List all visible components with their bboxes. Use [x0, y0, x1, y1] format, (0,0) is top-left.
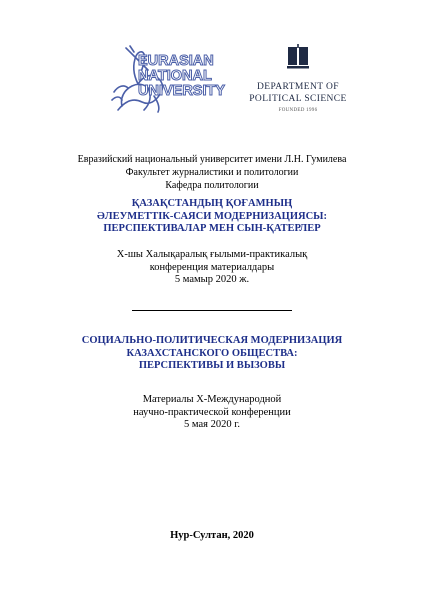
- open-book-icon: [287, 44, 309, 72]
- enu-wordmark-line: NATIONAL: [138, 68, 212, 84]
- russian-subtitle-line: Материалы X-Международной: [142, 394, 282, 405]
- section-divider: [132, 310, 292, 311]
- kazakh-subtitle-line: 5 мамыр 2020 ж.: [174, 274, 250, 285]
- russian-subtitle-line: научно-практической конференции: [133, 406, 291, 418]
- faculty-name: Факультет журналистики и политологии: [125, 167, 299, 178]
- kazakh-title-line: ҚАЗАҚСТАНДЫҢ ҚОҒАМНЫҢ: [131, 198, 293, 209]
- russian-title-line: КАЗАХСТАНСКОГО ОБЩЕСТВА:: [126, 347, 298, 359]
- department-logo-line1: DEPARTMENT OF: [257, 82, 339, 92]
- kazakh-title-line: ПЕРСПЕКТИВАЛАР МЕН СЫН-ҚАТЕРЛЕР: [103, 223, 321, 234]
- kazakh-subtitle-line: конференция материалдары: [149, 261, 275, 273]
- enu-wordmark-line: EURASIAN: [138, 53, 214, 69]
- enu-wordmark-line: UNIVERSITY: [138, 83, 226, 99]
- russian-title-line: ПЕРСПЕКТИВЫ И ВЫЗОВЫ: [138, 360, 286, 371]
- enu-wordmark: [138, 54, 225, 99]
- russian-subtitle: [0, 394, 424, 432]
- university-name: Евразийский национальный университет имени Л.Н. Гумилева: [77, 154, 347, 165]
- department-name: Кафедра политологии: [165, 180, 259, 191]
- department-founded-text: FOUNDED 1996: [278, 108, 318, 113]
- russian-title-line: СОЦИАЛЬНО-ПОЛИТИЧЕСКАЯ МОДЕРНИЗАЦИЯ: [81, 335, 343, 346]
- kazakh-subtitle-line: X-шы Халықаралық ғылыми-практикалық: [116, 249, 308, 260]
- department-logo: [238, 42, 358, 118]
- city-year: Нур-Султан, 2020: [170, 530, 254, 541]
- russian-title: [0, 335, 424, 373]
- institution-header: [0, 153, 424, 192]
- eurasian-national-university-logo: [108, 40, 226, 116]
- kazakh-subtitle: [0, 249, 424, 287]
- kazakh-title: [0, 198, 424, 236]
- kazakh-title-line: ӘЛЕУМЕТТІК-САЯСИ МОДЕРНИЗАЦИЯСЫ:: [97, 210, 327, 222]
- russian-subtitle-line: 5 мая 2020 г.: [184, 419, 240, 430]
- department-logo-line2: POLITICAL SCIENCE: [249, 94, 347, 104]
